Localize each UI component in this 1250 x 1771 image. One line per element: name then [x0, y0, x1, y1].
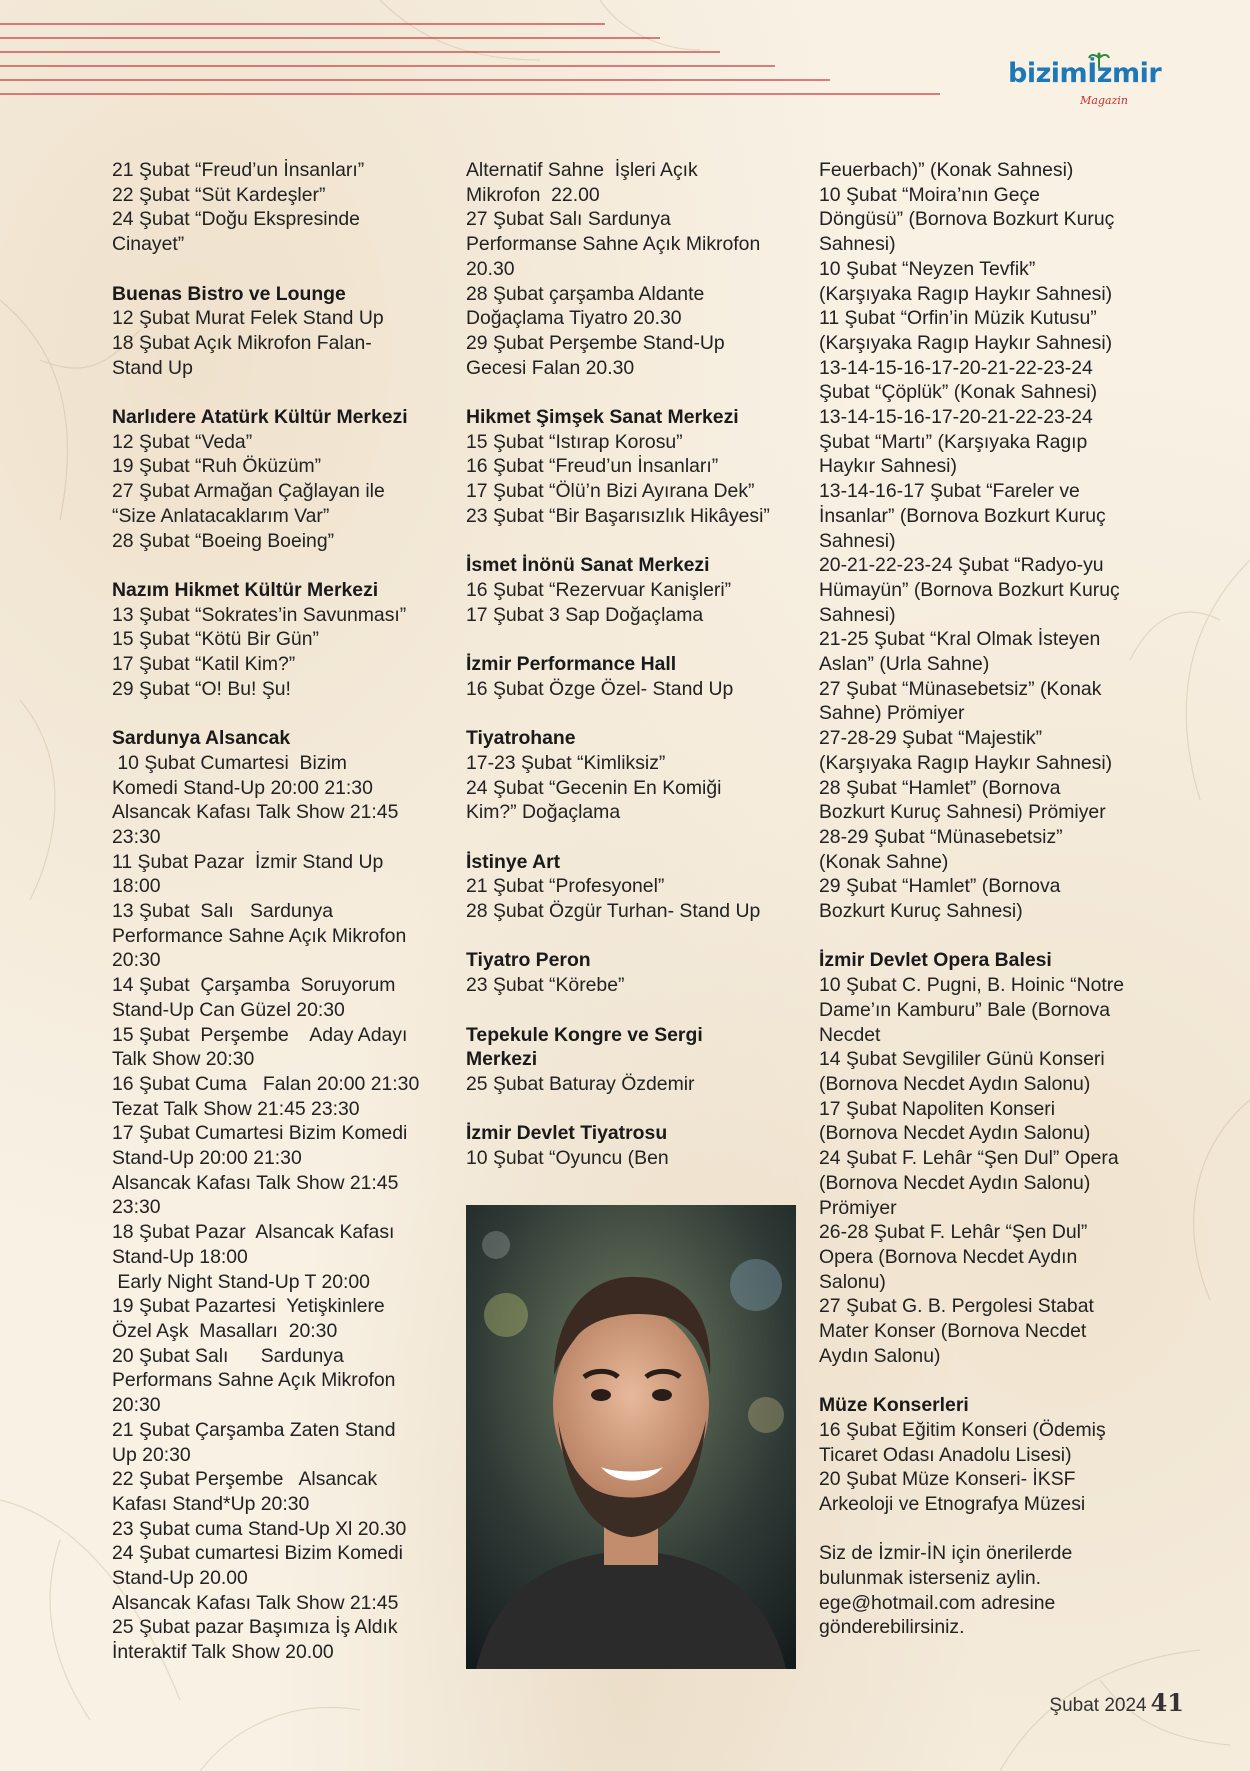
event-line: (Karşıyaka Ragıp Haykır Sahnesi): [819, 331, 1113, 354]
page-footer: [1049, 1688, 1184, 1717]
listing-section: [466, 158, 806, 380]
event-line: Stand-Up 18:00: [112, 1245, 248, 1268]
venue-heading: İzmir Devlet Opera Balesi: [819, 949, 1052, 972]
event-line: 13-14-16-17 Şubat “Fareler ve: [819, 480, 1080, 503]
event-line: Doğaçlama Tiyatro 20.30: [466, 307, 682, 330]
bizimizmir-logo: [1008, 58, 1162, 110]
event-line: Alternatif Sahne İşleri Açık: [466, 159, 698, 181]
event-line: 18 Şubat Açık Mikrofon Falan-: [112, 331, 372, 354]
event-line: (Bornova Necdet Aydın Salonu): [819, 1171, 1091, 1194]
event-line: 18 Şubat Pazar Alsancak Kafası: [112, 1221, 395, 1244]
event-line: 10 Şubat “Oyuncu (Ben: [466, 1147, 669, 1169]
event-line: 17-23 Şubat “Kimliksiz”: [466, 751, 666, 774]
event-line: Stand-Up Can Güzel 20:30: [112, 998, 345, 1021]
performer-photo: [466, 1205, 796, 1669]
event-line: Sahne) Prömiyer: [819, 702, 965, 725]
event-line: Şubat “Martı” (Karşıyaka Ragıp: [819, 430, 1088, 453]
venue-heading: Müze Konserleri: [819, 1394, 969, 1417]
event-line: 19 Şubat “Ruh Öküzüm”: [112, 455, 322, 478]
event-line: 10 Şubat “Neyzen Tevfik”: [819, 257, 1036, 280]
event-line: 20 Şubat Salı Sardunya: [112, 1344, 344, 1367]
event-line: 15 Şubat Perşembe Aday Adayı: [112, 1023, 408, 1046]
listing-section: [112, 282, 452, 381]
event-line: 29 Şubat “O! Bu! Şu!: [112, 677, 291, 700]
event-line: Arkeoloji ve Etnografya Müzesi: [819, 1492, 1086, 1515]
event-line: 10 Şubat C. Pugni, B. Hoinic “Notre: [819, 974, 1125, 997]
event-line: 22 Şubat “Süt Kardeşler”: [112, 183, 326, 206]
event-line: (Karşıyaka Ragıp Haykır Sahnesi): [819, 751, 1113, 774]
venue-heading: Tiyatrohane: [466, 727, 576, 750]
event-line: Bozkurt Kuruç Sahnesi): [819, 900, 1023, 923]
event-line: 24 Şubat “Gecenin En Komiği: [466, 776, 722, 799]
event-line: gönderebilirsiniz.: [819, 1616, 965, 1639]
event-line: Cinayet”: [112, 233, 185, 256]
event-line: 28 Şubat “Hamlet” (Bornova: [819, 776, 1061, 799]
event-line: 13 Şubat Salı Sardunya: [112, 900, 333, 923]
listing-section: [112, 726, 452, 1665]
venue-heading: Sardunya Alsancak: [112, 727, 291, 750]
venue-heading: İstinye Art: [466, 850, 561, 873]
event-line: Sahnesi): [819, 603, 896, 626]
listing-section: [466, 726, 806, 825]
event-line: 13-14-15-16-17-20-21-22-23-24: [819, 356, 1093, 379]
event-line: Şubat “Çöplük” (Konak Sahnesi): [819, 381, 1098, 404]
event-line: Aslan” (Urla Sahne): [819, 653, 990, 676]
event-line: Aydın Salonu): [819, 1344, 941, 1367]
event-line: Stand-Up 20:00 21:30: [112, 1147, 302, 1170]
listing-section: [819, 158, 1159, 924]
event-line: Siz de İzmir-İN için önerilerde: [819, 1542, 1073, 1565]
event-line: Gecesi Falan 20.30: [466, 356, 635, 379]
event-line: Performans Sahne Açık Mikrofon: [112, 1369, 396, 1392]
event-line: Necdet: [819, 1023, 881, 1046]
event-line: 22 Şubat Perşembe Alsancak: [112, 1468, 378, 1491]
event-line: 16 Şubat “Freud’un İnsanları”: [466, 455, 719, 478]
event-line: Komedi Stand-Up 20:00 21:30: [112, 776, 373, 799]
header-stripes: [0, 22, 1000, 102]
event-line: 11 Şubat Pazar İzmir Stand Up: [112, 850, 384, 873]
venue-heading: Tiyatro Peron: [466, 949, 591, 972]
venue-heading: Narlıdere Atatürk Kültür Merkezi: [112, 406, 408, 428]
listing-section: [112, 405, 452, 553]
event-line: 10 Şubat Cumartesi Bizim: [112, 751, 347, 774]
venue-heading: İzmir Performance Hall: [466, 653, 677, 676]
event-line: Stand Up: [112, 356, 193, 379]
event-line: bulunmak isterseniz aylin.: [819, 1567, 1042, 1590]
event-line: Haykır Sahnesi): [819, 455, 957, 478]
event-line: 20.30: [466, 257, 515, 280]
event-line: 21-25 Şubat “Kral Olmak İsteyen: [819, 628, 1101, 651]
logo-word-izmir: İzmir: [1087, 58, 1162, 89]
event-line: “Size Anlatacaklarım Var”: [112, 504, 330, 527]
event-line: Performance Sahne Açık Mikrofon: [112, 924, 407, 947]
listing-section: [466, 948, 806, 997]
event-line: Up 20:30: [112, 1443, 191, 1466]
event-line: 12 Şubat “Veda”: [112, 430, 253, 453]
logo-word-bizim: bizim: [1008, 58, 1088, 89]
event-line: 11 Şubat “Orfin’in Müzik Kutusu”: [819, 307, 1097, 330]
event-line: İnsanlar” (Bornova Bozkurt Kuruç: [819, 504, 1106, 527]
venue-heading: Hikmet Şimşek Sanat Merkezi: [466, 406, 739, 429]
event-line: 20:30: [112, 1394, 161, 1417]
event-line: Performanse Sahne Açık Mikrofon: [466, 233, 761, 256]
event-line: 21 Şubat Çarşamba Zaten Stand: [112, 1418, 396, 1441]
event-line: 27 Şubat Salı Sardunya: [466, 208, 671, 231]
event-line: 28-29 Şubat “Münasebetsiz”: [819, 825, 1063, 848]
event-line: 10 Şubat “Moira’nın Geçe: [819, 183, 1040, 206]
event-line: Hümayün” (Bornova Bozkurt Kuruç: [819, 578, 1120, 601]
venue-heading: İsmet İnönü Sanat Merkezi: [466, 554, 710, 577]
event-line: 17 Şubat Cumartesi Bizim Komedi: [112, 1122, 408, 1145]
event-line: Sahnesi): [819, 233, 896, 256]
event-line: ege@hotmail.com adresine: [819, 1591, 1056, 1614]
event-line: Dame’ın Kamburu” Bale (Bornova: [819, 998, 1110, 1021]
event-line: 17 Şubat 3 Sap Doğaçlama: [466, 603, 704, 626]
event-line: (Konak Sahne): [819, 850, 949, 873]
venue-heading: Merkezi: [466, 1048, 538, 1071]
event-line: (Bornova Necdet Aydın Salonu): [819, 1073, 1091, 1095]
event-line: 27 Şubat Armağan Çağlayan ile: [112, 480, 385, 503]
event-line: Salonu): [819, 1270, 886, 1293]
listing-section: [466, 1121, 806, 1170]
event-line: 16 Şubat Cuma Falan 20:00 21:30: [112, 1072, 420, 1095]
event-line: Tezat Talk Show 21:45 23:30: [112, 1097, 360, 1120]
venue-heading: Nazım Hikmet Kültür Merkezi: [112, 578, 379, 601]
issue-date: Şubat 2024: [1049, 1695, 1147, 1716]
event-line: 20:30: [112, 949, 161, 972]
event-line: 24 Şubat cumartesi Bizim Komedi: [112, 1542, 403, 1565]
event-line: 27-28-29 Şubat “Majestik”: [819, 727, 1043, 750]
event-line: (Karşıyaka Ragıp Haykır Sahnesi): [819, 282, 1113, 305]
event-line: Prömiyer: [819, 1196, 897, 1219]
event-line: Early Night Stand-Up T 20:00: [112, 1270, 370, 1293]
event-line: 25 Şubat pazar Başımıza İş Aldık: [112, 1616, 398, 1639]
listing-section: [819, 1541, 1159, 1640]
event-line: Opera (Bornova Necdet Aydın: [819, 1245, 1078, 1268]
listing-section: [466, 652, 806, 701]
event-line: 16 Şubat Özge Özel- Stand Up: [466, 677, 734, 700]
event-line: 29 Şubat Perşembe Stand-Up: [466, 331, 725, 354]
page-number: 41: [1150, 1688, 1184, 1717]
event-line: 19 Şubat Pazartesi Yetişkinlere: [112, 1295, 385, 1318]
event-line: 28 Şubat çarşamba Aldante: [466, 282, 705, 305]
event-line: Kafası Stand*Up 20:30: [112, 1492, 310, 1515]
listing-section: [112, 158, 452, 257]
event-line: 16 Şubat “Rezervuar Kanişleri”: [466, 578, 732, 601]
event-line: 28 Şubat “Boeing Boeing”: [112, 529, 335, 552]
event-line: 28 Şubat Özgür Turhan- Stand Up: [466, 900, 761, 923]
event-line: 24 Şubat “Doğu Ekspresinde: [112, 208, 360, 231]
event-line: Stand-Up 20.00: [112, 1567, 248, 1590]
venue-heading: Buenas Bistro ve Lounge: [112, 282, 346, 305]
event-line: 20 Şubat Müze Konseri- İKSF: [819, 1468, 1076, 1491]
event-line: 26-28 Şubat F. Lehâr “Şen Dul”: [819, 1221, 1088, 1244]
event-line: 24 Şubat F. Lehâr “Şen Dul” Opera: [819, 1147, 1119, 1170]
event-line: Bozkurt Kuruç Sahnesi) Prömiyer: [819, 801, 1106, 824]
listing-section: [819, 1393, 1159, 1517]
venue-heading: İzmir Devlet Tiyatrosu: [466, 1122, 668, 1145]
event-line: Feuerbach)” (Konak Sahnesi): [819, 159, 1074, 181]
column-1: [112, 158, 452, 1665]
event-line: 15 Şubat “Istırap Korosu”: [466, 430, 683, 453]
column-3: [819, 158, 1159, 1640]
logo-tagline: Magazin: [1080, 94, 1128, 107]
event-line: Özel Aşk Masalları 20:30: [112, 1319, 338, 1342]
event-line: Mikrofon 22.00: [466, 183, 600, 206]
column-2: [466, 158, 806, 1171]
event-line: 23 Şubat “Bir Başarısızlık Hikâyesi”: [466, 504, 770, 527]
event-line: 17 Şubat “Ölü’n Bizi Ayırana Dek”: [466, 480, 755, 503]
palm-tree-icon: [1088, 52, 1110, 68]
event-line: Sahnesi): [819, 529, 896, 552]
listing-section: [466, 850, 806, 924]
venue-heading: Tepekule Kongre ve Sergi: [466, 1023, 703, 1046]
event-line: 17 Şubat “Katil Kim?”: [112, 653, 296, 676]
listing-section: [466, 405, 806, 529]
event-line: Alsancak Kafası Talk Show 21:45: [112, 801, 399, 824]
event-line: 17 Şubat Napoliten Konseri: [819, 1097, 1056, 1120]
event-line: 23 Şubat “Körebe”: [466, 974, 625, 997]
event-line: 23:30: [112, 825, 161, 848]
listing-section: [112, 578, 452, 702]
event-line: 15 Şubat “Kötü Bir Gün”: [112, 628, 319, 651]
event-line: 25 Şubat Baturay Özdemir: [466, 1072, 695, 1095]
event-line: 21 Şubat “Freud’un İnsanları”: [112, 159, 365, 181]
listing-section: [819, 948, 1159, 1368]
event-line: Ticaret Odası Anadolu Lisesi): [819, 1443, 1072, 1466]
event-line: 13 Şubat “Sokrates’in Savunması”: [112, 603, 407, 626]
event-line: 20-21-22-23-24 Şubat “Radyo-yu: [819, 554, 1104, 577]
event-line: 14 Şubat Çarşamba Soruyorum: [112, 974, 396, 997]
event-line: Kim?” Doğaçlama: [466, 801, 621, 824]
event-line: 23 Şubat cuma Stand-Up Xl 20.30: [112, 1517, 407, 1540]
event-line: 27 Şubat G. B. Pergolesi Stabat: [819, 1295, 1094, 1318]
event-line: Döngüsü” (Bornova Bozkurt Kuruç: [819, 208, 1115, 231]
event-line: Talk Show 20:30: [112, 1048, 255, 1071]
event-line: İnteraktif Talk Show 20.00: [112, 1641, 334, 1664]
event-line: 16 Şubat Eğitim Konseri (Ödemiş: [819, 1418, 1106, 1441]
event-line: 14 Şubat Sevgililer Günü Konseri: [819, 1048, 1105, 1071]
event-line: 27 Şubat “Münasebetsiz” (Konak: [819, 677, 1102, 700]
event-line: 21 Şubat “Profesyonel”: [466, 875, 665, 898]
event-line: Alsancak Kafası Talk Show 21:45: [112, 1591, 399, 1614]
listing-section: [466, 1023, 806, 1097]
event-line: Mater Konser (Bornova Necdet: [819, 1320, 1087, 1343]
event-line: 23:30: [112, 1196, 161, 1219]
event-line: (Bornova Necdet Aydın Salonu): [819, 1122, 1091, 1145]
event-line: 12 Şubat Murat Felek Stand Up: [112, 307, 384, 330]
event-line: 13-14-15-16-17-20-21-22-23-24: [819, 406, 1093, 429]
event-line: 29 Şubat “Hamlet” (Bornova: [819, 875, 1061, 898]
event-line: 18:00: [112, 875, 161, 898]
event-line: Alsancak Kafası Talk Show 21:45: [112, 1171, 399, 1194]
listing-section: [466, 553, 806, 627]
